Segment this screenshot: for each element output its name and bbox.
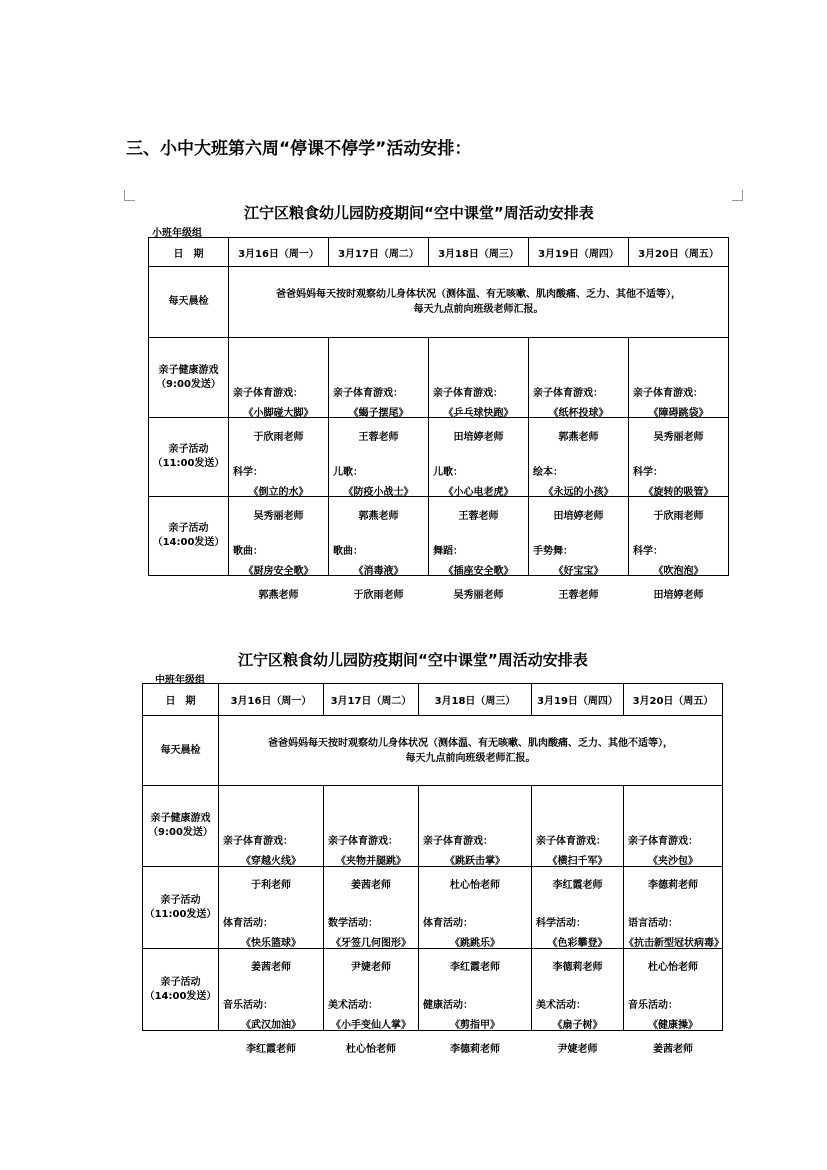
- header-row: [143, 684, 723, 716]
- morning-check-text: [229, 267, 729, 338]
- header-row: [149, 238, 729, 267]
- day-header: 3月16日（周一）: [229, 238, 329, 267]
- day-header: 3月20日（周五）: [624, 684, 723, 716]
- morning-check-text: [219, 716, 723, 786]
- activity-cell: 绘本： 《永远的小孩》 田培婷老师: [529, 418, 629, 497]
- activity-row: [149, 338, 729, 418]
- grade-group-label: 小班年级组: [152, 228, 202, 239]
- morning-check-label: 每天晨检: [143, 716, 219, 786]
- morning-check-row: [149, 267, 729, 338]
- row-label: 亲子健康游戏 （9:00发送）: [149, 338, 229, 418]
- section-heading: 三、小中大班第六周“停课不停学”活动安排：: [126, 139, 472, 159]
- morning-line: 每天九点前向班级老师汇报。: [405, 752, 536, 764]
- activity-cell: 亲子体育游戏： 《小脚碰大脚》 于欣雨老师: [229, 338, 329, 418]
- date-header: 日 期: [149, 238, 229, 267]
- row-label: 亲子健康游戏 （9:00发送）: [143, 786, 219, 867]
- activity-cell: 亲子体育游戏： 《夹物并腿跳》 姜茜老师: [324, 786, 419, 867]
- morning-line: 爸爸妈妈每天按时观察幼儿身体状况（测体温、有无咳嗽、肌肉酸痛、乏力、其他不适等），: [276, 289, 681, 300]
- schedule-table: [142, 683, 724, 1055]
- day-header: 3月17日（周二）: [324, 684, 419, 716]
- activity-cell: 亲子体育游戏： 《跳跃击掌》 杜心怡老师: [419, 786, 532, 867]
- schedule-title: 江宁区粮食幼儿园防疫期间“空中课堂”周活动安排表: [238, 651, 588, 669]
- day-header: 3月16日（周一）: [219, 684, 324, 716]
- activity-cell: 亲子体育游戏： 《蝎子摆尾》 王蓉老师: [329, 338, 429, 418]
- activity-cell: 舞蹈： 《插座安全歌》 吴秀丽老师: [429, 497, 529, 576]
- row-label: 亲子活动 （11:00发送）: [149, 418, 229, 497]
- activity-cell: 语言活动： 《抗击新型冠状病毒》 杜心怡老师: [624, 867, 723, 949]
- page-corner-mark: [124, 190, 135, 201]
- morning-line: 每天九点前向班级老师汇报。: [413, 304, 544, 315]
- activity-cell: 数学活动： 《牙签几何图形》 尹婕老师: [324, 867, 419, 949]
- row-label: 亲子活动 （14:00发送）: [143, 949, 219, 1031]
- date-header: 日 期: [143, 684, 219, 716]
- activity-cell: 科学： 《旋转的吸管》 于欣雨老师: [629, 418, 729, 497]
- row-label: 亲子活动 （11:00发送）: [143, 867, 219, 949]
- activity-cell: 音乐活动： 《武汉加油》 李红霞老师: [219, 949, 324, 1031]
- activity-cell: 亲子体育游戏： 《穿越火线》 于利老师: [219, 786, 324, 867]
- activity-cell: 儿歌： 《防疫小战士》 郭燕老师: [329, 418, 429, 497]
- activity-cell: 亲子体育游戏： 《纸杯投球》 郭燕老师: [529, 338, 629, 418]
- activity-cell: 儿歌： 《小心电老虎》 王蓉老师: [429, 418, 529, 497]
- activity-cell: 科学活动： 《色彩攀登》 李德莉老师: [532, 867, 624, 949]
- activity-cell: 歌曲： 《消毒液》 于欣雨老师: [329, 497, 429, 576]
- morning-check-row: [143, 716, 723, 786]
- morning-line: 爸爸妈妈每天按时观察幼儿身体状况（测体温、有无咳嗽、肌肉酸痛、乏力、其他不适等），: [268, 737, 673, 749]
- schedule-table: [148, 237, 729, 601]
- activity-cell: 健康活动： 《剪指甲》 李德莉老师: [419, 949, 532, 1031]
- activity-cell: 亲子体育游戏： 《障碍跳袋》 吴秀丽老师: [629, 338, 729, 418]
- activity-cell: 亲子体育游戏： 《横扫千军》 李红霞老师: [532, 786, 624, 867]
- page-corner-mark: [732, 190, 743, 201]
- grade-group-label: 中班年级组: [155, 675, 205, 686]
- activity-cell: 音乐活动： 《健康操》 姜茜老师: [624, 949, 723, 1031]
- activity-cell: 亲子体育游戏： 《乒乓球快跑》 田培婷老师: [429, 338, 529, 418]
- day-header: 3月18日（周三）: [419, 684, 532, 716]
- day-header: 3月17日（周二）: [329, 238, 429, 267]
- activity-cell: 体育活动： 《跳跳乐》 李红霞老师: [419, 867, 532, 949]
- day-header: 3月19日（周四）: [529, 238, 629, 267]
- schedule-title: 江宁区粮食幼儿园防疫期间“空中课堂”周活动安排表: [244, 204, 594, 222]
- day-header: 3月20日（周五）: [629, 238, 729, 267]
- activity-cell: 手势舞： 《好宝宝》 王蓉老师: [529, 497, 629, 576]
- activity-cell: 科学： 《倒立的水》 吴秀丽老师: [229, 418, 329, 497]
- day-header: 3月18日（周三）: [429, 238, 529, 267]
- activity-cell: 美术活动： 《小手变仙人掌》 杜心怡老师: [324, 949, 419, 1031]
- activity-cell: 美术活动： 《扇子树》 尹婕老师: [532, 949, 624, 1031]
- activity-row: [143, 786, 723, 867]
- activity-cell: 科学： 《吹泡泡》 田培婷老师: [629, 497, 729, 576]
- row-label: 亲子活动 （14:00发送）: [149, 497, 229, 576]
- activity-cell: 歌曲： 《厨房安全歌》 郭燕老师: [229, 497, 329, 576]
- morning-check-label: 每天晨检: [149, 267, 229, 338]
- day-header: 3月19日（周四）: [532, 684, 624, 716]
- activity-cell: 亲子体育游戏： 《夹沙包》 李德莉老师: [624, 786, 723, 867]
- activity-cell: 体育活动： 《快乐篮球》 姜茜老师: [219, 867, 324, 949]
